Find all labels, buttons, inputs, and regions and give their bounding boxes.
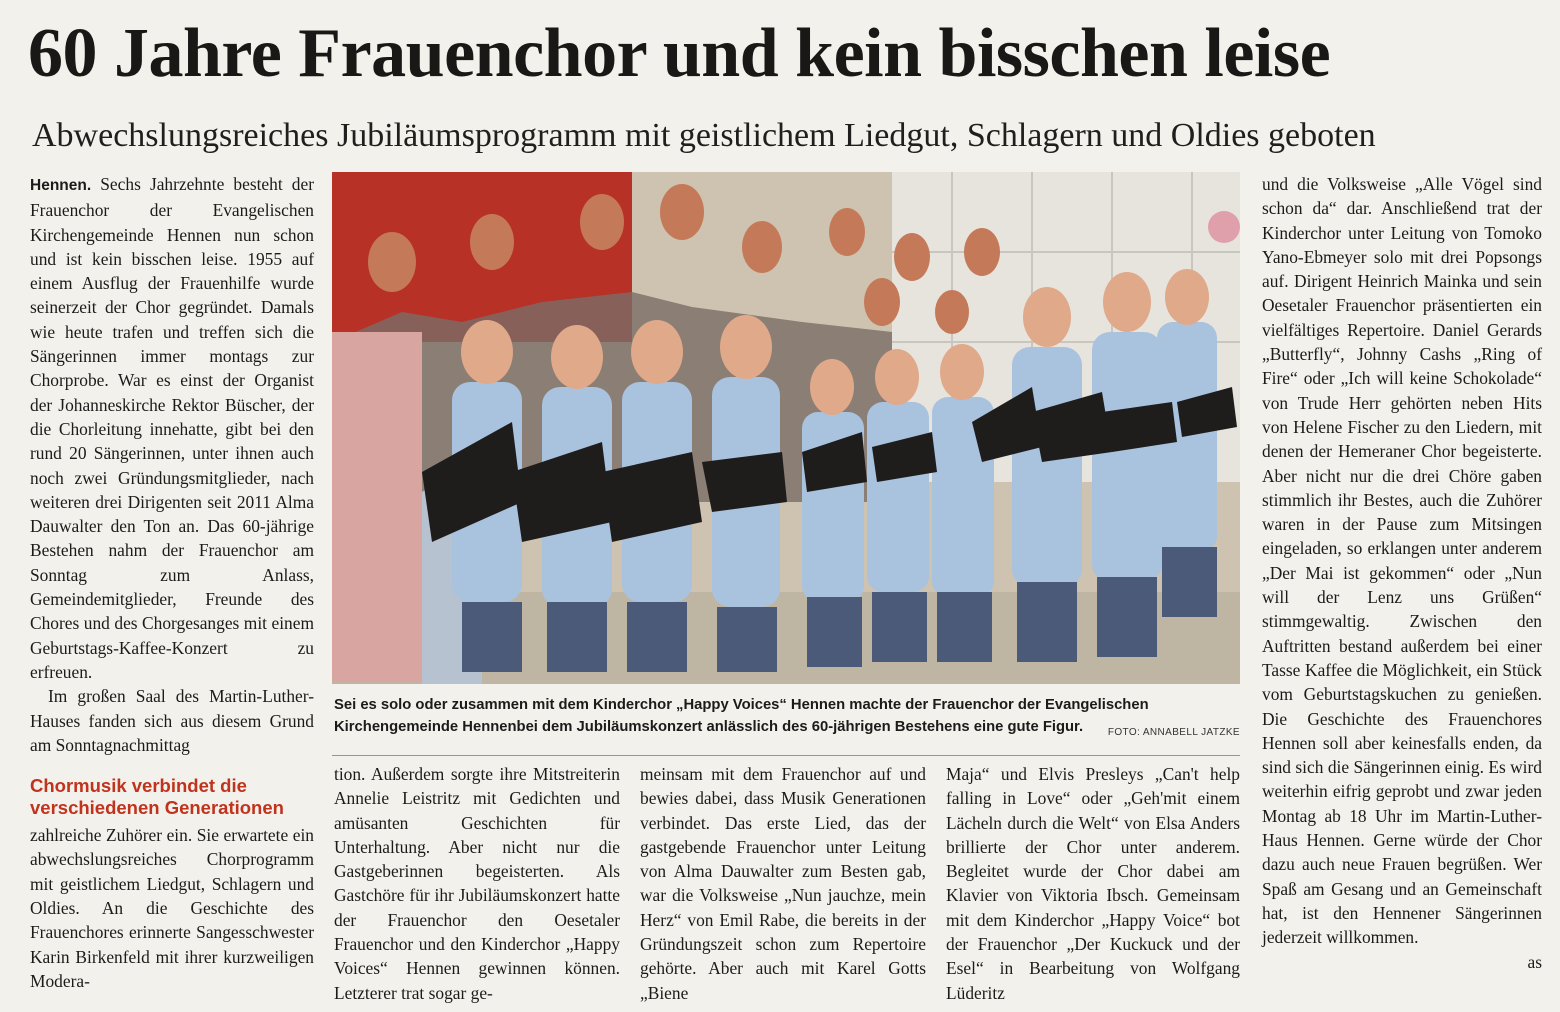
paragraph-col-5: und die Volksweise „Alle Vögel sind schon da“ dar. Anschließend trat der Kinderchor unter Leitung von Tomoko Yano-Ebmeyer solo mit drei Popsongs auf. Dirigent Heinrich Mainka und sein Oesetaler Frauenchor präsentierten ein vielfältiges Repertoire. Daniel Gerards „Butterfly“, Johnny Cashs „Ring of Fire“ oder „Ich will keine Schokolade“ von Trude Herr gehörten neben Hits von Helene Fischer zu den Liedern, mit denen der Hemeraner Chor begeisterte. Aber nicht nur die drei Chöre gaben stimmlich ihr Bestes, auch die Zuhörer waren in der Pause zum Mitsingen eingeladen, so erklangen unter anderem „Der Mai ist gekommen“ oder „Nun will der Lenz uns Grüßen“ stimmgewaltig. Zwischen den Auftritten bestand außerdem bei einer Tasse Kaffee die Möglichkeit, ein Stück vom Geburtstagskuchen zu genießen. Die Geschichte des Frauenchores Hennen soll aber keinesfalls enden, da sind sich die Sängerinnen einig. Es wird weiterhin eifrig geprobt und zwar jeden Montag ab 18 Uhr im Martin-Luther-Haus Hennen. Gerne würde der Chor dazu auch neue Frauen begrüßen. Wer Spaß am Gesang und an Gemeinschaft hat, ist den Hennener Sängerinnen jederzeit willkommen. [1262, 174, 1542, 948]
caption-divider [332, 755, 1240, 756]
article-column-2 [334, 762, 620, 1005]
intertitle: Chormusik verbindet die verschiedenen Generationen [30, 775, 284, 819]
dateline: Hennen. [30, 177, 92, 194]
paragraph-1-text: Sechs Jahrzehnte besteht der Frauenchor der Evangelischen Kirchengemeinde Hennen nun schon und ist kein bisschen leise. 1955 auf einem Ausflug der Frauenhilfe wurde seinerzeit der Chor gegründet. Damals wie heute trafen und treffen sich die Sängerinnen immer montags zur Chorprobe. War es einst der Organist der Johanneskirche Rektor Büscher, der die Chorleitung innehatte, gibt bei den rund 20 Sängerinnen, unter ihnen auch noch zwei Gründungsmitglieder, nach weiteren drei Dirigenten seit 2011 Alma Dauwalter den Ton an. Das 60-jährige Bestehen nahm der Frauenchor am Sonntag zum Anlass, Gemeindemitglieder, Freunde des Chores und des Chorgesanges mit einem Geburtstags-Kaffee-Konzert zu erfreuen. [30, 174, 314, 682]
paragraph-2: Im großen Saal des Martin-Luther-Hauses fanden sich aus diesem Grund am Sonntagnachmittag [30, 686, 314, 755]
paragraph-3: zahlreiche Zuhörer ein. Sie erwartete ein abwechslungsreiches Chorprogramm mit geistlichem Liedgut, Schlagern und Oldies. An die Geschichte des Frauenchores erinnerte Sangesschwester Karin Birkenfeld mit ihrer kurzweiligen Modera- [30, 825, 314, 991]
article-column-5 [1262, 172, 1542, 974]
paragraph-col-3: meinsam mit dem Frauenchor auf und bewies dabei, dass Musik Generationen verbindet. Das erste Lied, das der gastgebende Frauenchor unter Leitung von Alma Dauwalter zum Besten gab, war die Volksweise „Nun jauchze, mein Herz“ von Emil Rabe, die bereits in der Gründungszeit schon zum Repertoire gehörte. Aber auch mit Karel Gotts „Biene [640, 764, 926, 1003]
paragraph-col-2: tion. Außerdem sorgte ihre Mitstreiterin Annelie Leistritz mit Gedichten und amüsanten Geschichten für Unterhaltung. Aber nicht nur die Gastgeberinnen begeisterten. Als Gastchöre für ihr Jubiläumskonzert hatte der Frauenchor den Oesetaler Frauenchor und den Kinderchor „Happy Voices“ Hennen gewinnen können. Letzterer trat sogar ge- [334, 764, 620, 1003]
article-column-1 [30, 172, 314, 993]
paragraph-1 [30, 172, 314, 684]
paragraph-col-4: Maja“ und Elvis Presleys „Can't help falling in Love“ oder „Geh'mit einem Lächeln durch die Welt“ von Elsa Anders brillierte der Chor unter anderem. Begleitet wurde der Chor dabei am Klavier von Viktoria Ibsch. Gemeinsam mit dem Kinderchor „Happy Voice“ bot der Frauenchor „Der Kuckuck und der Esel“ in Bearbeitung von Wolfgang Lüderitz [946, 764, 1240, 1003]
choir-photo-illustration [332, 172, 1240, 684]
photo-caption: Sei es solo oder zusammen mit dem Kinderchor „Happy Voices“ Hennen machte der Frauenchor der Evangelischen Kirchengemeinde Hennenbei dem Jubiläumskonzert anlässlich des 60-jährigen Bestehens eine gute Figur. [334, 697, 1149, 735]
photo-credit: FOTO: ANNABELL JATZKE [1107, 727, 1240, 738]
choir-photo [332, 172, 1240, 684]
article-column-3 [640, 762, 926, 1005]
subheadline: Abwechslungsreiches Jubiläumsprogramm mit geistlichem Liedgut, Schlagern und Oldies geboten [32, 117, 1376, 154]
article-column-4 [946, 762, 1240, 1005]
author-signature: as [1527, 951, 1542, 972]
headline: 60 Jahre Frauenchor und kein bisschen leise [28, 15, 1331, 92]
